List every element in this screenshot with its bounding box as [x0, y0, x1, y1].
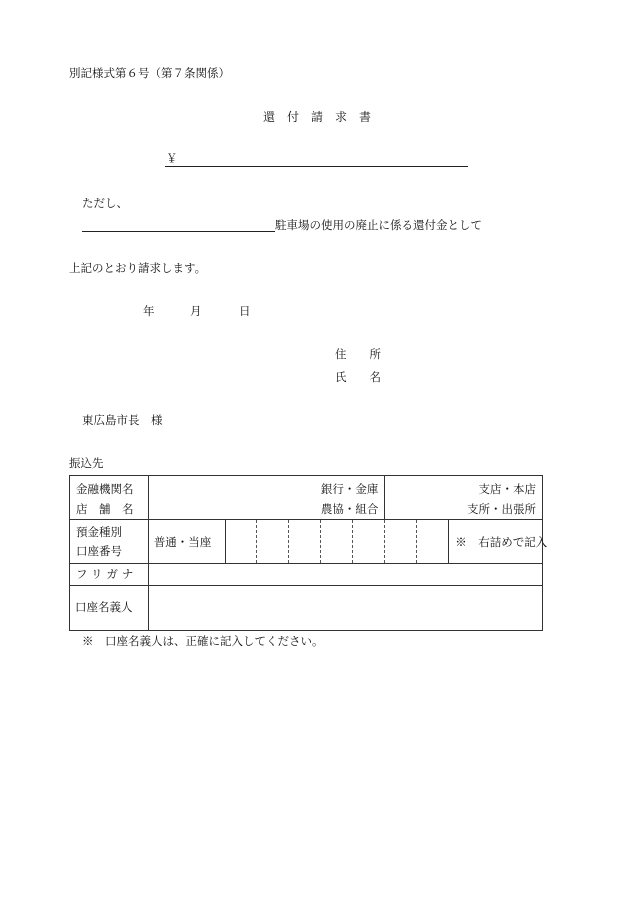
- account-holder-label: 口座名義人: [75, 600, 133, 614]
- shiten-honten-text: 支店・本店: [478, 482, 536, 496]
- account-number-label: 口座番号: [76, 544, 122, 558]
- page-title: 還 付 請 求 書: [263, 110, 372, 124]
- account-row: [70, 520, 543, 564]
- yen-symbol: ￥: [166, 151, 178, 165]
- furigana-row: [70, 564, 543, 586]
- bank-row: [70, 476, 543, 520]
- request-text: 上記のとおり請求します。: [69, 261, 207, 275]
- date-day-label: 日: [239, 304, 251, 318]
- holder-input-cell[interactable]: [148, 586, 542, 631]
- institution-label: 金融機関名: [76, 482, 134, 496]
- parking-name-field[interactable]: [82, 231, 275, 232]
- account-digit-6[interactable]: [385, 520, 417, 564]
- address-label: 住 所: [335, 347, 381, 361]
- furigana-input-cell[interactable]: [148, 564, 542, 586]
- holder-row: [70, 586, 543, 631]
- account-digit-2[interactable]: [257, 520, 289, 564]
- date-year-label: 年: [143, 304, 155, 318]
- bank-kinko-text: 銀行・金庫: [320, 482, 379, 496]
- furigana-label-cell: [70, 564, 149, 586]
- right-justify-note-cell: [449, 520, 548, 564]
- purpose-text: 駐車場の使用の廃止に係る還付金として: [275, 218, 482, 232]
- nokyo-kumiai-text: 農協・組合: [320, 502, 379, 516]
- account-type-cell[interactable]: [148, 520, 225, 564]
- date-month-label: 月: [190, 304, 202, 318]
- account-digit-4[interactable]: [321, 520, 353, 564]
- account-digit-5[interactable]: [353, 520, 385, 564]
- footnote: ※ 口座名義人は、正確に記入してください。: [82, 634, 324, 648]
- transfer-label: 振込先: [69, 456, 104, 470]
- account-type-value: 普通・当座: [153, 535, 212, 549]
- account-digit-3[interactable]: [289, 520, 321, 564]
- name-label: 氏 名: [335, 370, 381, 384]
- shisho-shutchojo-text: 支所・出張所: [467, 502, 536, 516]
- bank-transfer-table: [69, 475, 548, 631]
- tadashi-text: ただし、: [82, 196, 128, 210]
- holder-label-cell: [70, 586, 149, 631]
- furigana-label-text: フリガナ: [76, 567, 138, 581]
- form-number: 別記様式第６号（第７条関係）: [69, 66, 230, 80]
- account-digit-1[interactable]: [225, 520, 257, 564]
- amount-field[interactable]: [165, 166, 468, 167]
- account-type-label: 預金種別: [76, 525, 122, 539]
- account-digit-7[interactable]: [417, 520, 449, 564]
- account-label-cell: [70, 520, 149, 564]
- bank-name-cell[interactable]: [148, 476, 385, 520]
- right-justify-note: ※ 右詰めで記入: [455, 535, 548, 549]
- branch-name-cell[interactable]: [385, 476, 543, 520]
- addressee: 東広島市長 様: [82, 413, 163, 427]
- institution-label-cell: [70, 476, 149, 520]
- branch-label: 店 舗 名: [76, 502, 134, 516]
- furigana-label: [76, 569, 140, 581]
